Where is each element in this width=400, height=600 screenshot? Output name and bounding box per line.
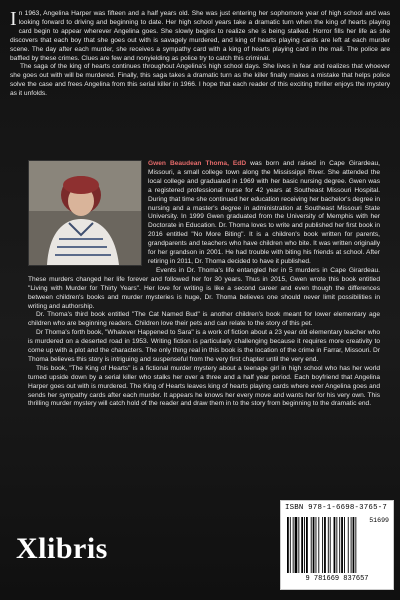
- synopsis-paragraph-2: The saga of the king of hearts continues throughout Angelina's high school days. She lives in fear and realizes that whoever she goes out with will be murdered. Finally, this saga takes a dramatic turn as the killer finally makes a mistake that helps police solve the case and frees Angelina from this serial killer in 1966. I hope that each reader of this exciting thriller enjoys the mystery as it unfolds.: [10, 63, 390, 98]
- synopsis-paragraph-1: [10, 10, 390, 63]
- author-name: Gwen Beaudean Thoma, EdD: [148, 160, 247, 167]
- barcode-digits: 9 781669 837657: [305, 575, 369, 583]
- author-photo: [28, 160, 142, 266]
- author-portrait-image: [29, 161, 141, 265]
- barcode-icon: [287, 517, 387, 573]
- price-code: 51699: [369, 517, 389, 524]
- author-bio: [28, 160, 380, 409]
- author-bio-paragraph-2: Events in Dr. Thoma's life entangled her in 5 murders in Cape Girardeau. These murders changed her life forever and followed her for 30 years. Thus in 2015, Gwen wrote this book entitled "Living with Murder for Thirty Years". Her love for writing is like a second career and even though the differences between children's books and murder mysteries is huge, Dr. Thoma believes one should never limit possibilities in writing and authorship.: [28, 266, 380, 310]
- synopsis-text-1: n 1963, Angelina Harper was fifteen and a half years old. She was just entering her sophomore year of high school and was looking forward to driving and beginning to date. Her high school years take a dramatic turn when the king of hearts playing card begin to appear wherever Angelina goes. She slowly begins to realize she is being stalked. Horror fills her life as she discovers that each boy that she goes out with is savagely murdered, and king of hearts playing cards are left at each murder scene. The day after each murder, she receives a sympathy card with a king of hearts playing card in the mail. The police are baffled by these crimes. Clues are few and nonyielding as police try to catch this criminal.: [10, 10, 390, 62]
- drop-cap: I: [10, 8, 17, 30]
- author-bio-text-1: was born and raised in Cape Girardeau, Missouri, a small college town along the Mississippi River. She attended the local college and graduated in 1969 with her basic nursing degree. Gwen was a registered professional nurse for 42 years at Southeast Missouri Hospital. During that time she continued her education receiving her bachelor's degree in nursing and a master's degree in administration at Southeast Missouri State University. In 1999 Gwen graduated from the University of Memphis with her Doctorate in Education. Dr. Thoma loves to write and published her first book in 2016 entitled "No More Biting". It is a children's book written for parents, grandparents and teachers who have children who bite. It was written originally for her grandson in 2001. He had trouble with biting his friends at school. After retiring in 2011, Dr. Thoma decided to have it published.: [148, 160, 380, 265]
- publisher-logo: Xlibris: [16, 532, 108, 565]
- author-bio-paragraph-5: This book, "The King of Hearts" is a fictional murder mystery about a teenage girl in high school who has her world turned upside down by a serial killer who stalks her over a three and a half year period. Each boyfriend that Angelina Harper goes out with is murdered. The King of Hearts leaves king of hearts playing cards where ever Angelina goes and sends her sympathy cards after each murder. It appears he knows her every move and wants her for his very own. This thrilling murder mystery will catch hold of the reader and draw them in to the story from beginning to the dramatic end.: [28, 364, 380, 408]
- isbn-label: ISBN 978-1-6698-3765-7: [285, 504, 387, 512]
- book-synopsis: [10, 10, 390, 99]
- author-bio-paragraph-3: Dr. Thoma's third book entitled "The Cat Named Bud" is another children's book meant for lower elementary age children who are beginning readers. Children love their pets and can relate to the story of this pet.: [28, 311, 380, 328]
- author-bio-paragraph-4: Dr Thoma's forth book, "Whatever Happened to Sara" is a work of fiction about a 23 year old elementary teacher who is murdered on a deserted road in 1953. Writing fiction is particularly challenging because it requires more creativity to come up with a plot and the characters. The only thing real in this book is the location of the crime in Farrar, Missouri. Dr Thoma believes this story is intriguing and suspenseful from the very first chapter until the very end.: [28, 329, 380, 363]
- isbn-barcode-box: [280, 500, 394, 590]
